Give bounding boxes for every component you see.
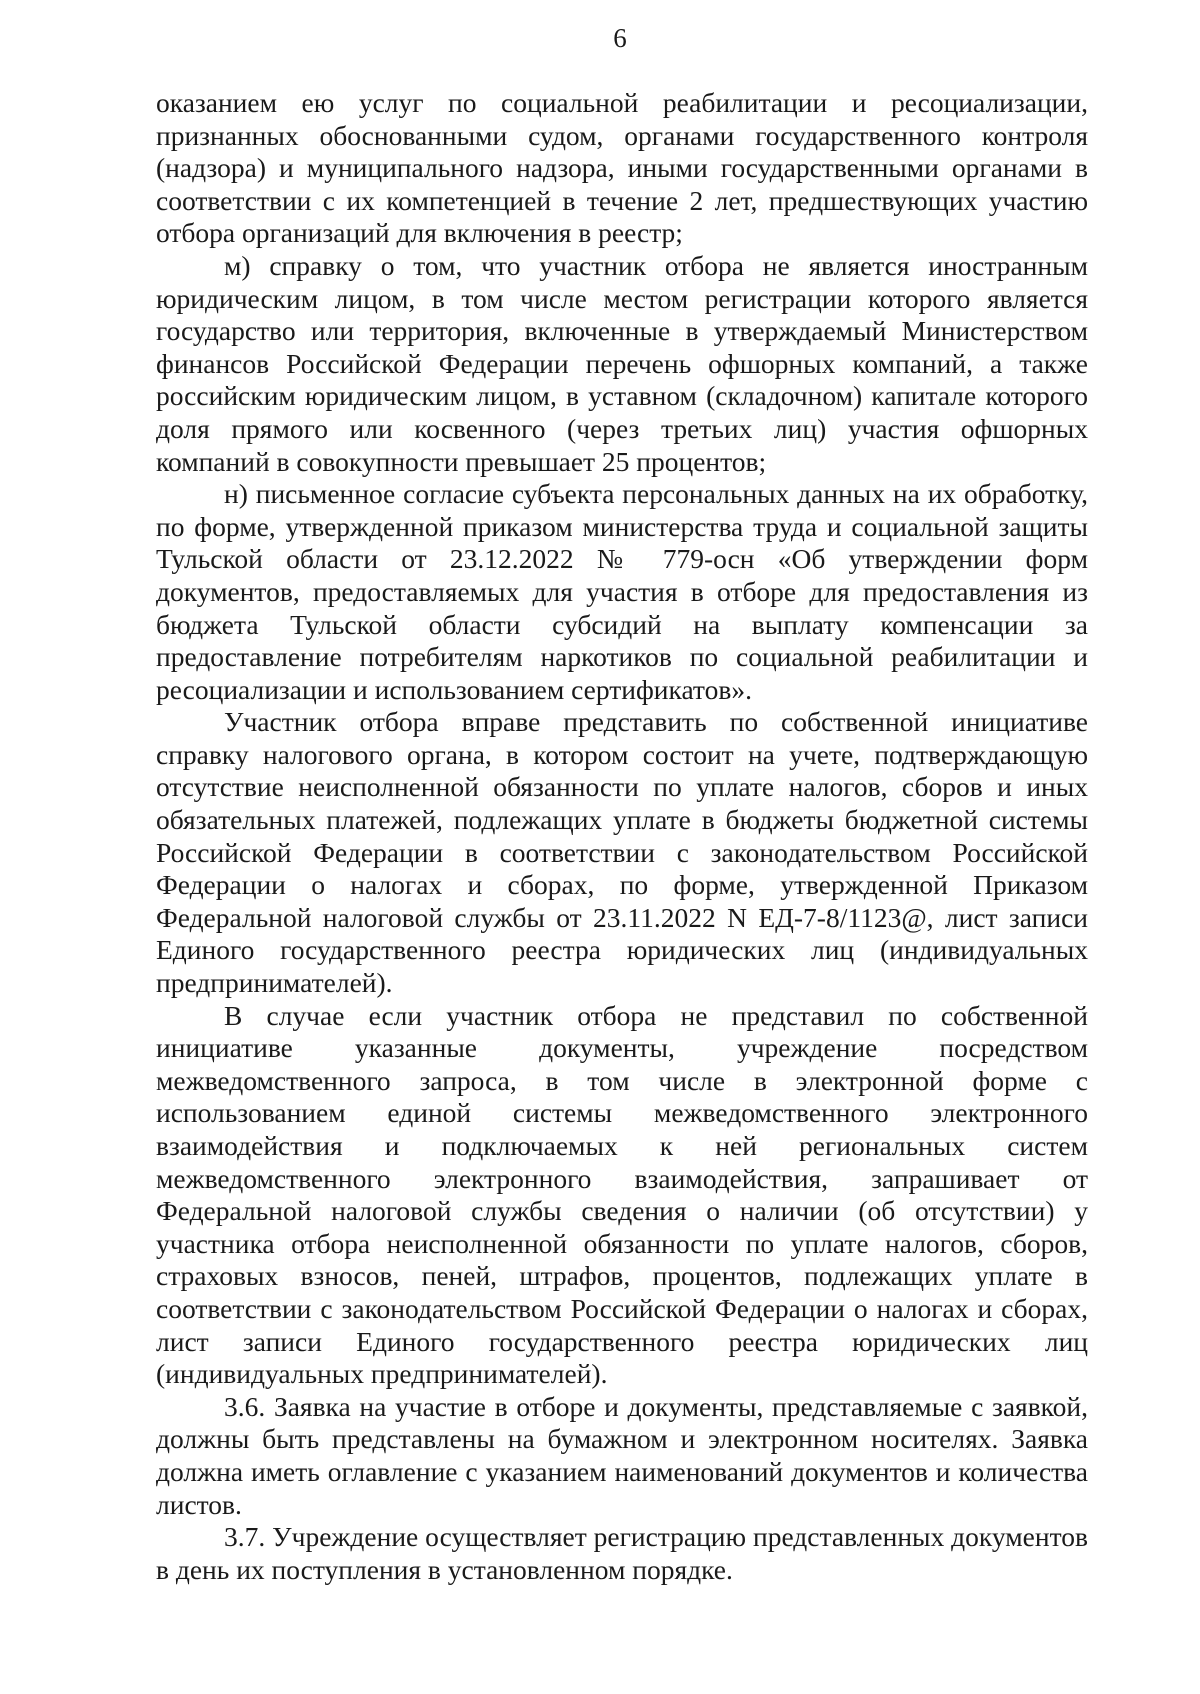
paragraph-participant-right: Участник отбора вправе представить по собственной инициативе справку налогового органа, в котором состоит на учете, подтверждающую отсутствие неисполненной обязанности по уплате налогов, сборов и иных обязательных платежей, подлежащих уплате в бюджеты бюджетной системы Российской Федерации в соответствии с законодательством Российской Федерации о налогах и сборах, по форме, утвержденной Приказом Федеральной налоговой службы от 23.11.2022 N ЕД-7-8/1123@, лист записи Единого государственного реестра юридических лиц (индивидуальных предпринимателей).	[156, 706, 1088, 999]
paragraph-item-n: н) письменное согласие субъекта персональных данных на их обработку, по форме, утвержденной приказом министерства труда и социальной защиты Тульской области от 23.12.2022 № 779-осн «Об утверждении форм документов, предоставляемых для участия в отборе для предоставления из бюджета Тульской области субсидий на выплату компенсации за предоставление потребителям наркотиков по социальной реабилитации и ресоциализации и использованием сертификатов».	[156, 478, 1088, 705]
paragraph-interagency-request: В случае если участник отбора не представил по собственной инициативе указанные документы, учреждение посредством межведомственного запроса, в том числе в электронной форме с использованием единой системы межведомственного электронного взаимодействия и подключаемых к ней региональных систем межведомственного электронного взаимодействия, запрашивает от Федеральной налоговой службы сведения о наличии (об отсутствии) у участника отбора неисполненной обязанности по уплате налогов, сборов, страховых взносов, пеней, штрафов, процентов, подлежащих уплате в соответствии с законодательством Российской Федерации о налогах и сборах, лист записи Единого государственного реестра юридических лиц (индивидуальных предпринимателей).	[156, 999, 1088, 1390]
paragraph-clause-3-6: 3.6. Заявка на участие в отборе и документы, представляемые с заявкой, должны быть представлены на бумажном и электронном носителях. Заявка должна иметь оглавление с указанием наименований документов и количества листов.	[156, 1390, 1088, 1520]
paragraph-continuation: оказанием ею услуг по социальной реабилитации и ресоциализации, признанных обоснованными судом, органами государственного контроля (надзора) и муниципального надзора, иными государственными органами в соответствии с их компетенцией в течение 2 лет, предшествующих участию отбора организаций для включения в реестр;	[156, 87, 1088, 249]
page-number: 6	[613, 23, 627, 53]
paragraph-item-m: м) справку о том, что участник отбора не является иностранным юридическим лицом, в том числе местом регистрации которого является государство или территория, включенные в утверждаемый Министерством финансов Российской Федерации перечень офшорных компаний, а также российским юридическим лицом, в уставном (складочном) капитале которого доля прямого или косвенного (через третьих лиц) участия офшорных компаний в совокупности превышает 25 процентов;	[156, 249, 1088, 477]
document-body	[156, 87, 1088, 1586]
paragraph-clause-3-7: 3.7. Учреждение осуществляет регистрацию представленных документов в день их поступления в установленном порядке.	[156, 1521, 1088, 1585]
